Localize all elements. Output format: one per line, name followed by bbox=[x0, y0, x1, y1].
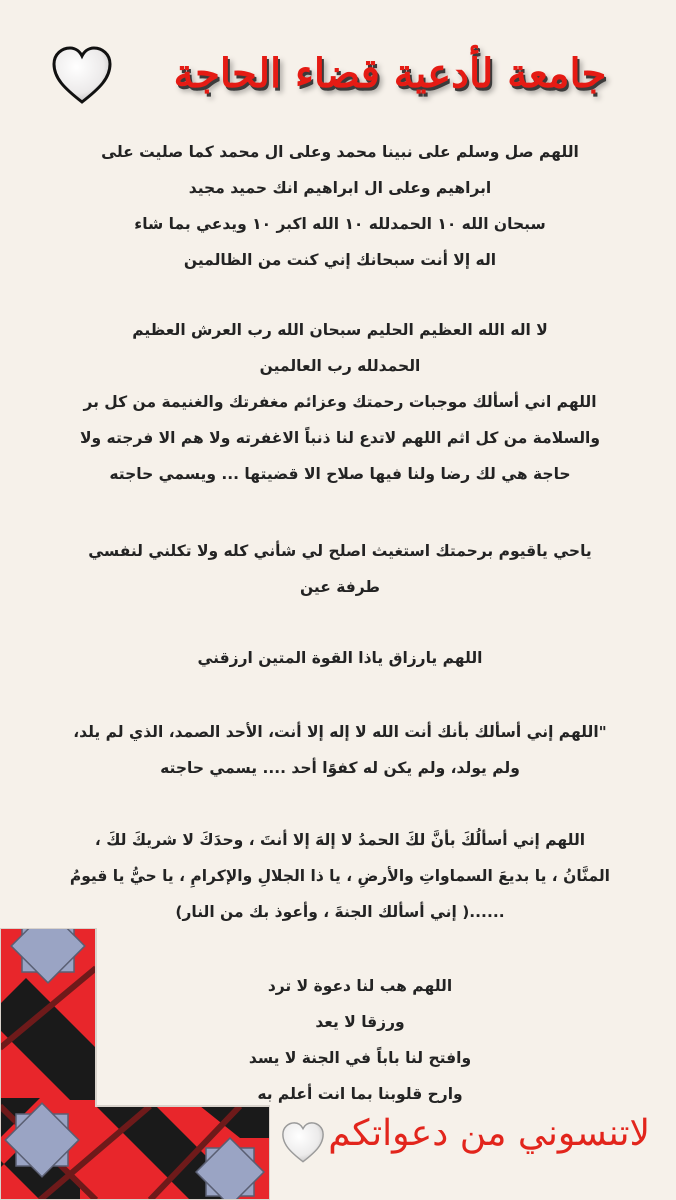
dua-line: طرفة عين bbox=[299, 578, 381, 596]
dua-line: اللهم يارزاق ياذا القوة المتين ارزقني bbox=[197, 649, 483, 667]
dua-section-3 bbox=[70, 533, 610, 605]
decorative-corner-pattern bbox=[0, 928, 270, 1200]
dua-section-2 bbox=[70, 312, 610, 492]
header bbox=[40, 44, 640, 124]
dua-section-1 bbox=[70, 134, 610, 278]
white-heart-icon bbox=[50, 44, 114, 108]
dua-line: حاجة هي لك رضا ولنا فيها صلاح الا قضيتها ... ويسمي حاجته bbox=[109, 465, 571, 483]
dua-line: سبحان الله ١٠ الحمدلله ١٠ الله اكبر ١٠ ويدعي بما شاء bbox=[134, 215, 546, 233]
dua-line: وارح قلوبنا بما انت أعلم به bbox=[257, 1085, 463, 1103]
dua-line: المنَّانُ ، يا بديعَ السماواتِ والأرضِ ، يا ذا الجلالِ والإكرامِ ، يا حيُّ يا قيومُ bbox=[69, 867, 610, 885]
dua-line: اللهم صل وسلم على نبينا محمد وعلى ال محمد كما صليت على bbox=[101, 143, 579, 161]
dua-section-5 bbox=[70, 714, 610, 786]
dua-line: ياحي ياقيوم برحمتك استغيث اصلح لي شأني كله ولا تكلني لنفسي bbox=[88, 542, 592, 560]
dua-line: وافتح لنا باباً في الجنة لا يسد bbox=[248, 1049, 472, 1067]
dua-line: لا اله الله العظيم الحليم سبحان الله رب العرش العظيم bbox=[132, 321, 548, 339]
dua-line: اله إلا أنت سبحانك إني كنت من الظالمين bbox=[183, 251, 497, 269]
dua-section-6 bbox=[70, 822, 610, 930]
dua-line: ......( إني أسألك الجنةَ ، وأعوذ بك من النار) bbox=[175, 903, 505, 921]
dua-section-4 bbox=[70, 640, 610, 676]
page-title: جامعة لأدعية قضاء الحاجة bbox=[173, 50, 607, 97]
dua-line: والسلامة من كل اثم اللهم لاتدع لنا ذنباً الاغفرته ولا هم الا فرجته ولا bbox=[79, 429, 601, 447]
footer-text: لاتنسوني من دعواتكم bbox=[328, 1113, 650, 1154]
white-heart-icon bbox=[280, 1120, 326, 1166]
dua-line: ولم يولد، ولم يكن له كفوًا أحد .... يسمي حاجته bbox=[160, 759, 520, 777]
dua-line: اللهم هب لنا دعوة لا ترد bbox=[267, 977, 453, 995]
dua-line: اللهم اني أسألك موجبات رحمتك وعزائم مغفرتك والغنيمة من كل بر bbox=[83, 393, 597, 411]
dua-line: الحمدلله رب العالمين bbox=[259, 357, 421, 375]
dua-line: ابراهيم وعلى ال ابراهيم انك حميد مجيد bbox=[188, 179, 492, 197]
dua-line: ورزقا لا يعد bbox=[315, 1013, 405, 1031]
dua-line: اللهم إني أسألُكَ بأنَّ لكَ الحمدُ لا إلهَ إلا أنتَ ، وحدَكَ لا شريكَ لكَ ، bbox=[94, 831, 586, 849]
dua-line: "اللهم إني أسألك بأنك أنت الله لا إله إلا أنت، الأحد الصمد، الذي لم يلد، bbox=[73, 723, 607, 741]
